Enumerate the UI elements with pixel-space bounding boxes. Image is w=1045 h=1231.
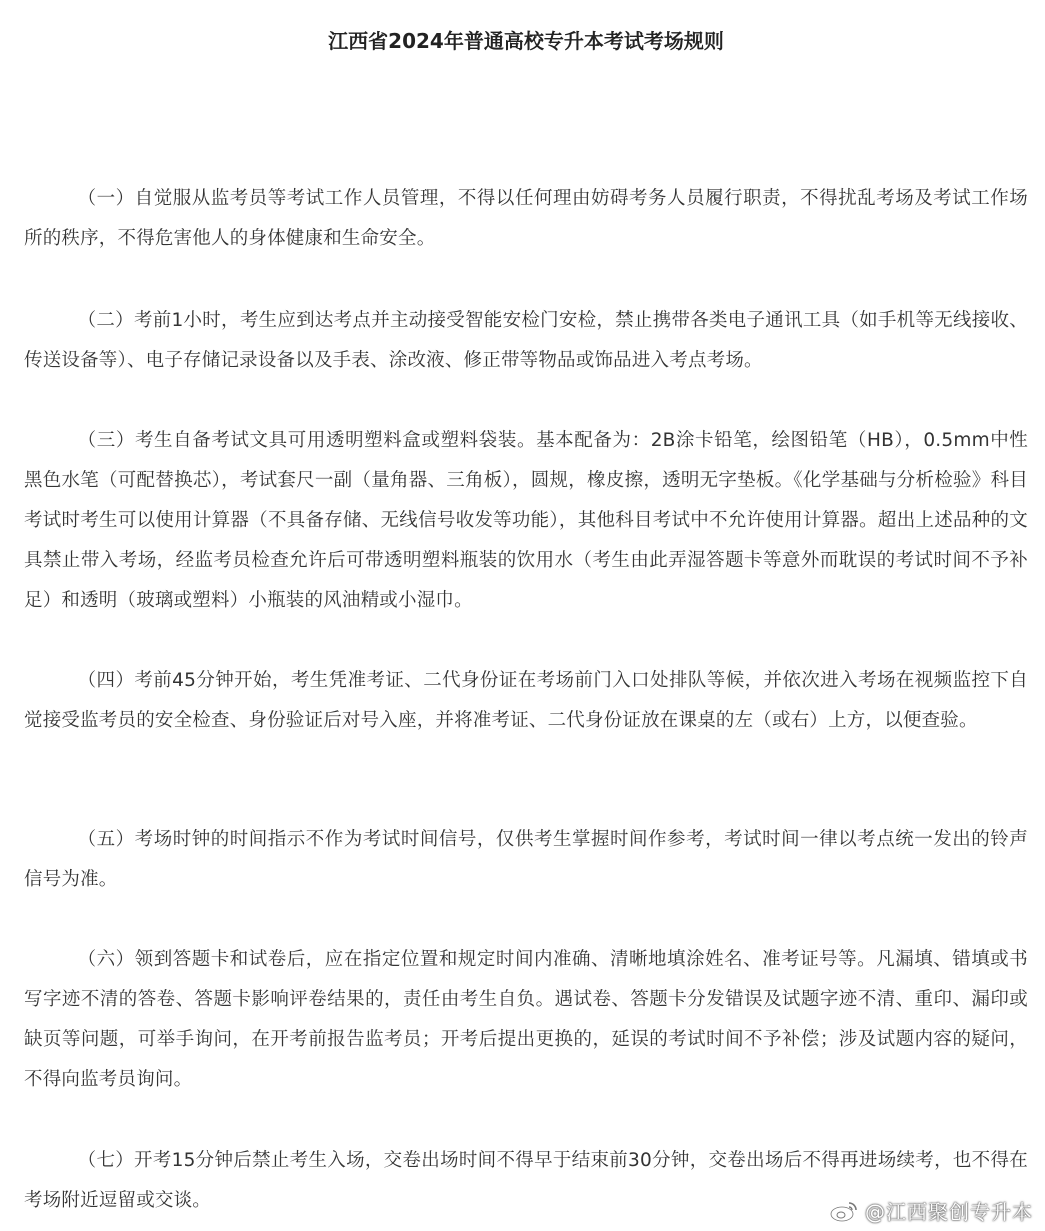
- rule-paragraph-3: （三）考生自备考试文具可用透明塑料盒或塑料袋装。基本配备为：2B涂卡铅笔，绘图铅笔（HB），0.5mm中性黑色水笔（可配替换芯），考试套尺一副（量角器、三角板），圆规，橡皮擦，透明无字垫板。《化学基础与分析检验》科目考试时考生可以使用计算器（不具备存储、无线信号收发等功能），其他科目考试中不允许使用计算器。超出上述品种的文具禁止带入考场，经监考员检查允许后可带透明塑料瓶装的饮用水（考生由此弄湿答题卡等意外而耽误的考试时间不予补足）和透明（玻璃或塑料）小瓶装的风油精或小湿巾。: [24, 430, 1028, 611]
- rule-paragraph-7: （七）开考15分钟后禁止考生入场，交卷出场时间不得早于结束前30分钟，交卷出场后不得再进场续考，也不得在考场附近逗留或交谈。: [24, 1150, 1028, 1211]
- watermark-text: @江西聚创专升本: [865, 1200, 1033, 1224]
- rule-paragraph-4: （四）考前45分钟开始，考生凭准考证、二代身份证在考场前门入口处排队等候，并依次进入考场在视频监控下自觉接受监考员的安全检查、身份验证后对号入座，并将准考证、二代身份证放在课桌的左（或右）上方，以便查验。: [24, 670, 1028, 731]
- weibo-icon: [829, 1200, 859, 1222]
- rule-paragraph-2: （二）考前1小时，考生应到达考点并主动接受智能安检门安检，禁止携带各类电子通讯工具（如手机等无线接收、传送设备等）、电子存储记录设备以及手表、涂改液、修正带等物品或饰品进入考点考场。: [24, 310, 1028, 371]
- rule-paragraph-5: （五）考场时钟的时间指示不作为考试时间信号，仅供考生掌握时间作参考，考试时间一律以考点统一发出的铃声信号为准。: [24, 829, 1028, 890]
- watermark: [829, 1196, 1033, 1225]
- rule-paragraph-1: （一）自觉服从监考员等考试工作人员管理，不得以任何理由妨碍考务人员履行职责，不得扰乱考场及考试工作场所的秩序，不得危害他人的身体健康和生命安全。: [24, 188, 1028, 249]
- rule-paragraph-6: （六）领到答题卡和试卷后，应在指定位置和规定时间内准确、清晰地填涂姓名、准考证号等。凡漏填、错填或书写字迹不清的答卷、答题卡影响评卷结果的，责任由考生自负。遇试卷、答题卡分发错误及试题字迹不清、重印、漏印或缺页等问题，可举手询问，在开考前报告监考员；开考后提出更换的，延误的考试时间不予补偿；涉及试题内容的疑问，不得向监考员询问。: [24, 949, 1028, 1090]
- page-title: 江西省2024年普通高校专升本考试考场规则: [328, 29, 724, 53]
